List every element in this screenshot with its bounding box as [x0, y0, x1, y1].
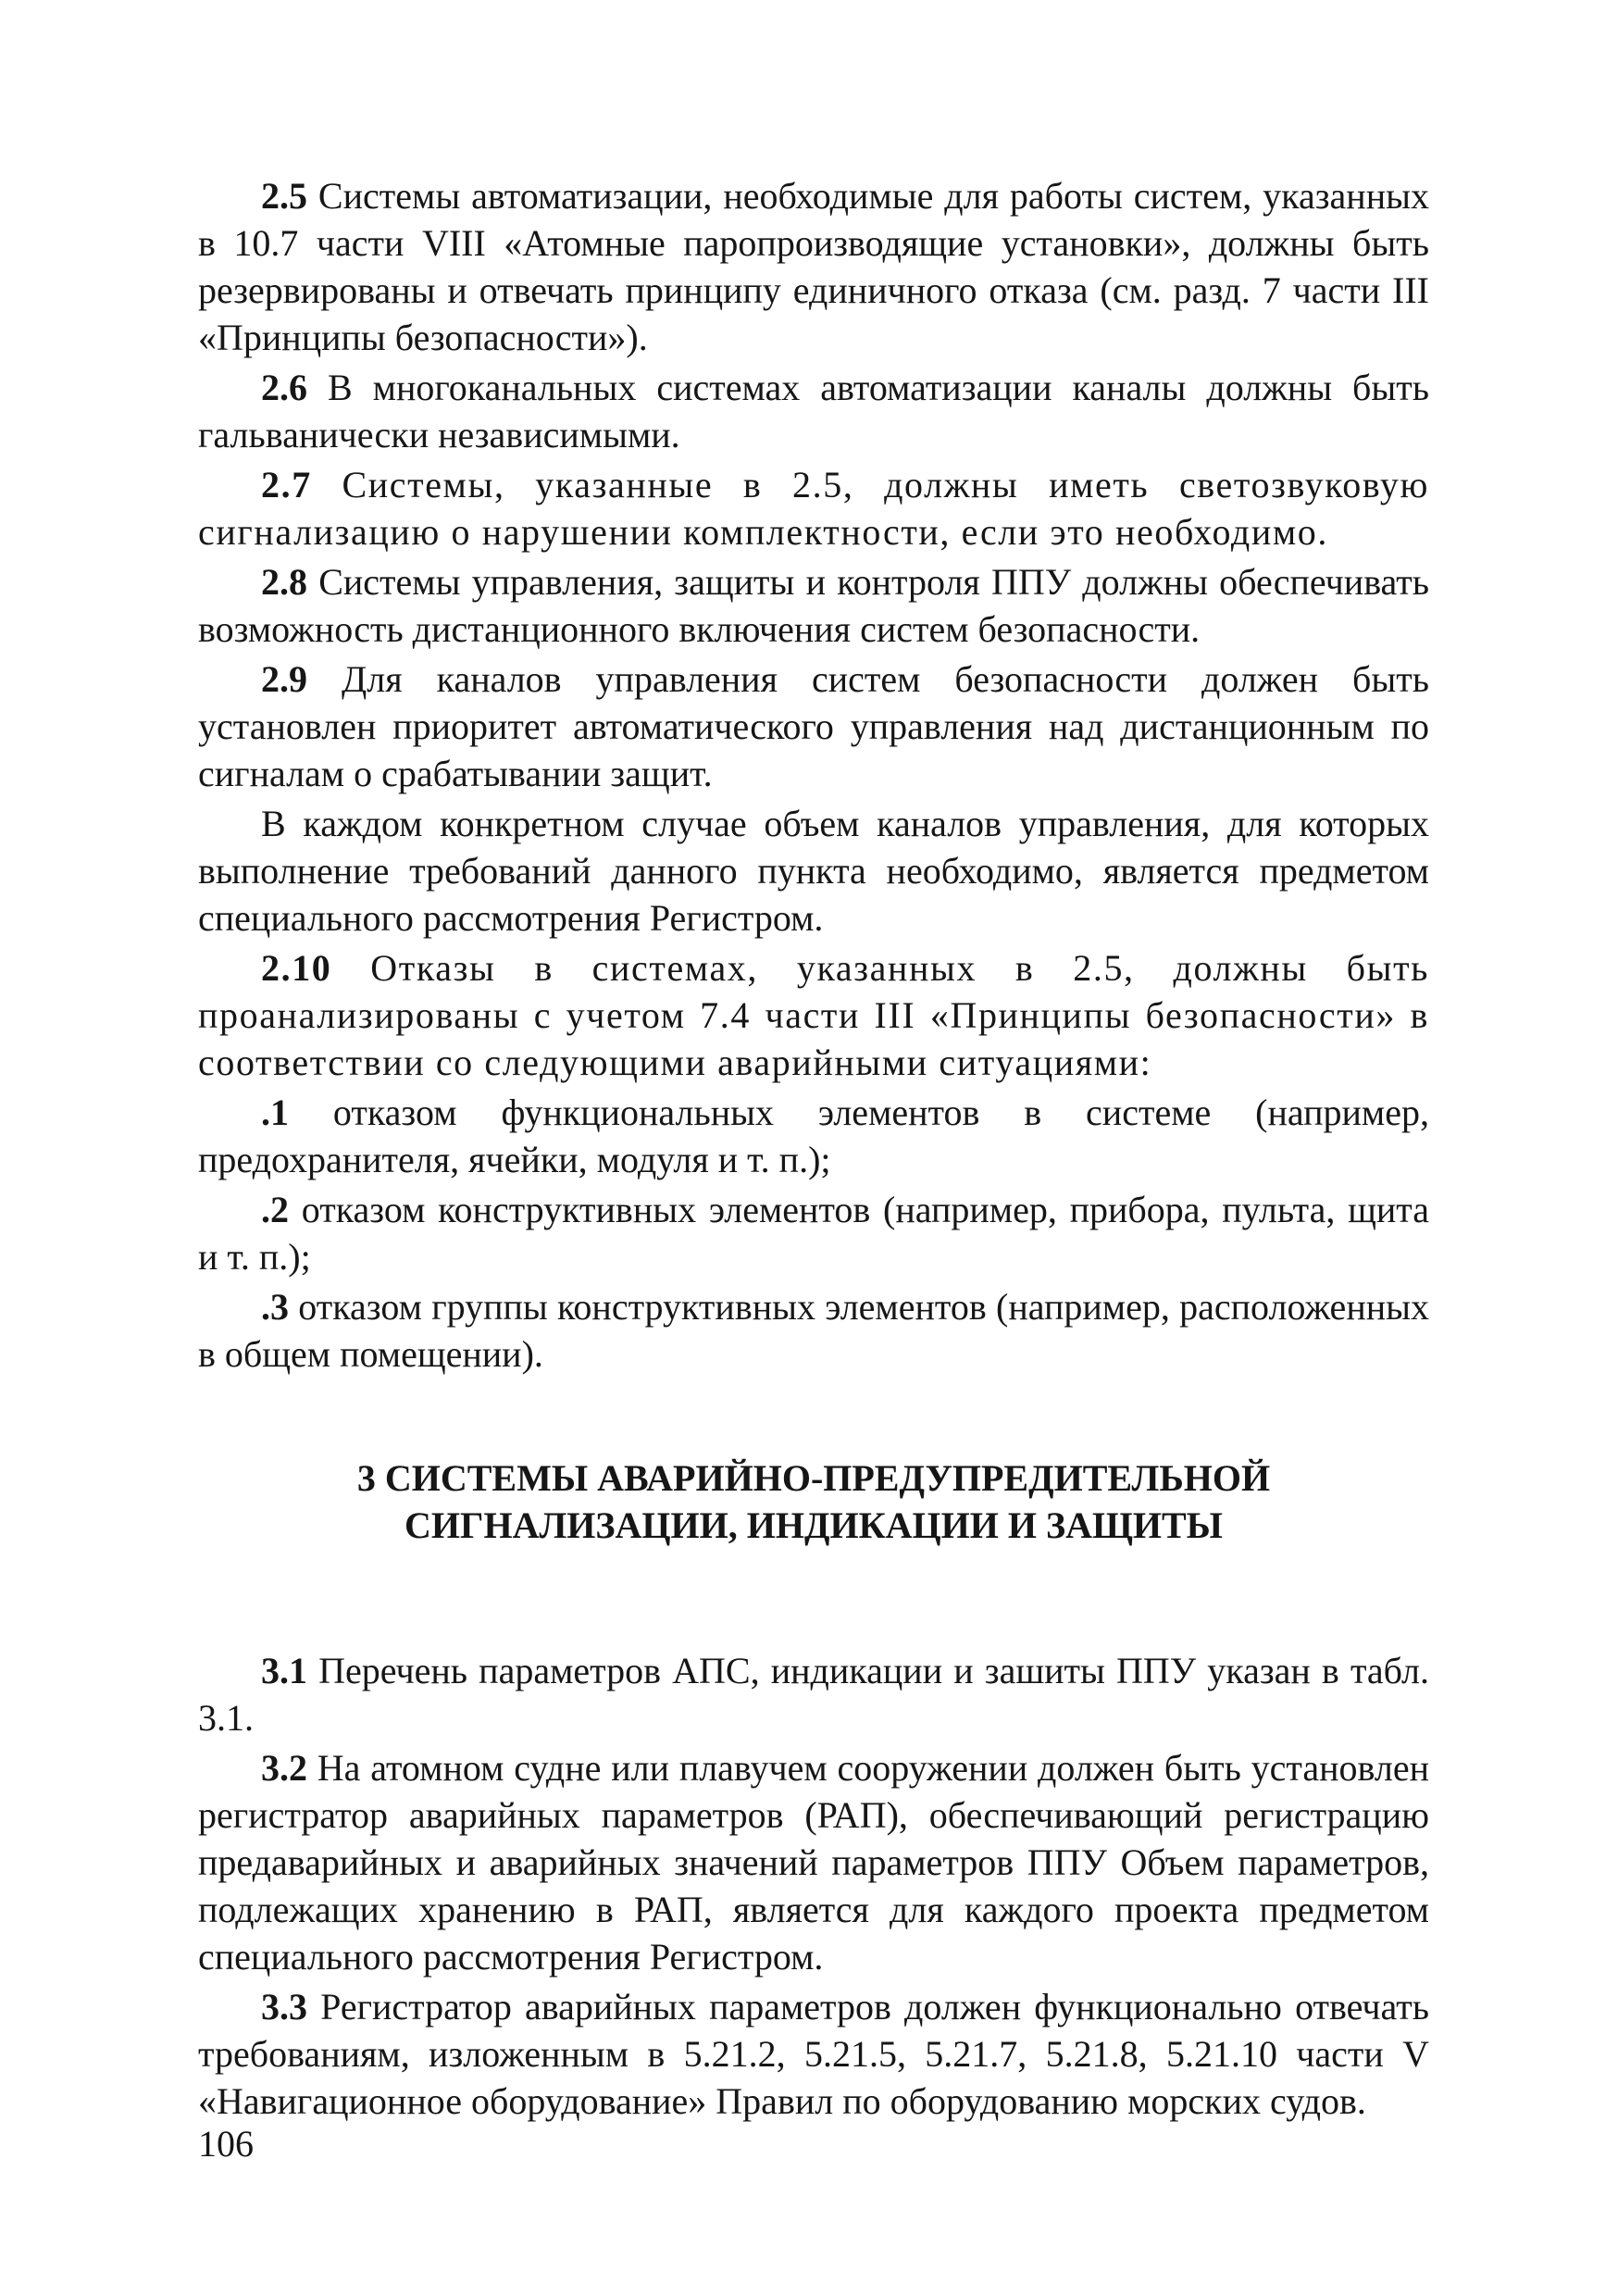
section-heading-line-1: 3 СИСТЕМЫ АВАРИЙНО-ПРЕДУПРЕДИТЕЛЬНОЙ	[356, 1457, 1271, 1499]
paragraph-2-9	[198, 655, 1429, 797]
paragraph-text: В каждом конкретном случае объем каналов управления, для которых выполнение требований данного пункта необходимо, является предметом специального рассмотрения Регистром.	[198, 803, 1429, 939]
clause-number: 2.8	[261, 561, 307, 603]
paragraph-2-8	[198, 558, 1429, 653]
clause-number: 2.5	[261, 175, 307, 217]
section-body	[198, 1647, 1429, 2125]
clause-number: 3.2	[261, 1747, 307, 1789]
list-item-3	[198, 1283, 1429, 1378]
list-item-number: .2	[261, 1189, 289, 1230]
paragraph-2-9-note	[198, 800, 1429, 942]
list-item-text: отказом функциональных элементов в системе (например, предохранителя, ячейки, модуля и т. п.);	[198, 1092, 1429, 1180]
paragraph-3-2	[198, 1744, 1429, 1980]
list-item-number: .1	[261, 1092, 289, 1133]
paragraph-3-1	[198, 1647, 1429, 1741]
document-page	[198, 172, 1429, 2128]
paragraph-text: Системы управления, защиты и контроля ППУ должны обеспечивать возможность дистанционного включения систем безопасности.	[198, 561, 1429, 650]
clause-number: 2.7	[261, 464, 312, 505]
paragraph-text: В многоканальных системах автоматизации каналы должны быть гальванически независимыми.	[198, 367, 1429, 455]
paragraph-text: Перечень параметров АПС, индикации и зашиты ППУ указан в табл. 3.1.	[198, 1650, 1429, 1739]
list-item-1	[198, 1089, 1429, 1183]
list-item-number: .3	[261, 1286, 289, 1328]
paragraph-text: Для каналов управления систем безопасности должен быть установлен приоритет автоматического управления над дистанционным по сигналам о срабатывании защит.	[198, 658, 1429, 794]
clause-number: 2.9	[261, 658, 307, 700]
clause-number: 3.1	[261, 1650, 307, 1691]
paragraph-2-10	[198, 944, 1429, 1086]
paragraph-2-7	[198, 461, 1429, 555]
paragraph-text: На атомном судне или плавучем сооружении должен быть установлен регистратор аварийных параметров (РАП), обеспечивающий регистрацию предаварийных и аварийных значений параметров ППУ Объем параметров, подлежащих хранению в РАП, является для каждого проекта предметом специального рассмотрения Регистром.	[198, 1747, 1429, 1978]
paragraph-text: Отказы в системах, указанных в 2.5, должны быть проанализированы с учетом 7.4 части III «Принципы безопасности» в соответствии со следующими аварийными ситуациями:	[198, 947, 1429, 1083]
clause-number: 2.10	[261, 947, 332, 989]
paragraph-text: Системы, указанные в 2.5, должны иметь светозвуковую сигнализацию о нарушении комплектности, если это необходимо.	[198, 464, 1429, 553]
list-item-2	[198, 1186, 1429, 1280]
paragraph-text: Системы автоматизации, необходимые для работы систем, указанных в 10.7 части VIII «Атомные паропроизводящие установки», должны быть резервированы и отвечать принципу единичного отказа (см. разд. 7 части III «Принципы безопасности»).	[198, 175, 1429, 358]
paragraph-text: Регистратор аварийных параметров должен функционально отвечать требованиям, изложенным в 5.21.2, 5.21.5, 5.21.7, 5.21.8, 5.21.10 части V «Навигационное оборудование» Правил по оборудованию морских судов.	[198, 1986, 1429, 2122]
clause-number: 3.3	[261, 1986, 307, 2028]
paragraph-2-6	[198, 364, 1429, 458]
paragraph-2-5	[198, 172, 1429, 361]
list-item-text: отказом группы конструктивных элементов (например, расположенных в общем помещении).	[198, 1286, 1429, 1375]
list-item-text: отказом конструктивных элементов (например, прибора, пульта, щита и т. п.);	[198, 1189, 1429, 1278]
clause-number: 2.6	[261, 367, 307, 408]
page-number: 106	[198, 2123, 254, 2165]
section-heading	[198, 1454, 1429, 1549]
paragraph-3-3	[198, 1983, 1429, 2125]
section-heading-line-2: СИГНАЛИЗАЦИИ, ИНДИКАЦИИ И ЗАЩИТЫ	[404, 1504, 1223, 1546]
